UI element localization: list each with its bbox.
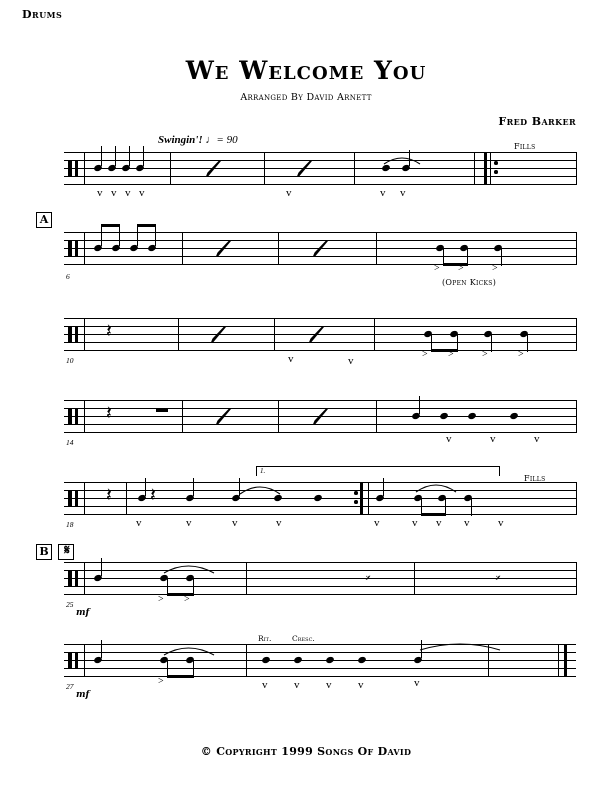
stem <box>115 146 116 166</box>
part-label: Drums <box>22 8 63 21</box>
measure-number: 27 <box>66 682 74 691</box>
accent-mark: > <box>458 263 464 274</box>
beam <box>421 513 446 516</box>
articulation-mark: v <box>288 353 294 365</box>
rehearsal-mark-a: A <box>36 212 52 228</box>
repeat-dots-icon <box>354 491 358 509</box>
expression-rit: Rit. <box>258 634 272 643</box>
dynamic-mark: mf <box>76 690 90 700</box>
articulation-mark: v <box>294 679 300 691</box>
beam <box>101 224 120 227</box>
repeat-barline <box>484 152 487 185</box>
accent-mark: > <box>422 349 428 360</box>
barline <box>84 400 85 433</box>
articulation-mark: v <box>136 517 142 529</box>
barline <box>182 400 183 433</box>
barline <box>178 318 179 351</box>
barline <box>126 482 127 515</box>
stem <box>239 478 240 496</box>
barline <box>264 152 265 185</box>
barline <box>84 232 85 265</box>
system-4 <box>64 400 576 440</box>
percussion-clef-icon <box>68 408 79 425</box>
segno-mark-box <box>58 544 74 560</box>
segno-icon: 𝄋 <box>64 543 70 558</box>
stem <box>129 146 130 166</box>
repeat-barline <box>360 482 363 515</box>
system-2 <box>64 232 576 272</box>
articulation-mark: v <box>111 187 117 199</box>
measure-number: 6 <box>66 272 70 281</box>
measure-number: 18 <box>66 520 74 529</box>
accent-mark: > <box>482 349 488 360</box>
articulation-mark: v <box>498 517 504 529</box>
accent-mark: > <box>158 676 164 687</box>
barline <box>246 562 247 595</box>
stem <box>527 334 528 352</box>
barline <box>246 644 247 677</box>
accent-mark: > <box>492 263 498 274</box>
stem <box>421 640 422 658</box>
barline <box>414 562 415 595</box>
beam <box>443 263 468 266</box>
barline <box>376 400 377 433</box>
articulation-mark: v <box>400 187 406 199</box>
articulation-mark: v <box>326 679 332 691</box>
percussion-clef-icon <box>68 160 79 177</box>
barline <box>374 318 375 351</box>
stem <box>101 640 102 658</box>
barline <box>376 232 377 265</box>
articulation-mark: v <box>414 677 420 689</box>
articulation-mark: v <box>139 187 145 199</box>
tempo-style: Swingin'! <box>158 134 203 146</box>
ending-label: 1. <box>260 467 266 475</box>
barline <box>278 400 279 433</box>
stem <box>119 224 120 246</box>
percussion-clef-icon <box>68 326 79 343</box>
barline <box>170 152 171 185</box>
percussion-clef-icon <box>68 490 79 507</box>
stem <box>501 248 502 266</box>
barline <box>558 644 559 677</box>
barline <box>84 644 85 677</box>
expression-cresc: Cresc. <box>292 634 315 643</box>
barline <box>488 644 489 677</box>
beam <box>137 224 156 227</box>
accent-mark: > <box>434 263 440 274</box>
articulation-mark: v <box>436 517 442 529</box>
barline <box>84 318 85 351</box>
stem <box>145 478 146 496</box>
quarter-rest: 𝄽 <box>106 484 112 506</box>
barline <box>84 482 85 515</box>
articulation-mark: v <box>262 679 268 691</box>
barline <box>354 152 355 185</box>
stem <box>101 146 102 166</box>
articulation-mark: v <box>125 187 131 199</box>
barline <box>84 152 85 185</box>
copyright-notice: © Copyright 1999 Songs Of David <box>200 745 412 758</box>
barline <box>576 152 577 185</box>
stem <box>155 224 156 246</box>
accent-mark: > <box>448 349 454 360</box>
percussion-clef-icon <box>68 240 79 257</box>
stem <box>409 150 410 166</box>
barline <box>368 482 369 515</box>
barline <box>84 562 85 595</box>
barline <box>576 232 577 265</box>
articulation-mark: v <box>232 517 238 529</box>
barline <box>576 562 577 595</box>
articulation-mark: v <box>374 517 380 529</box>
repeat-measure-icon: 𝄎 <box>495 573 501 583</box>
cue-fills-2: Fills <box>524 474 546 483</box>
barline <box>576 318 577 351</box>
tempo-bpm: ♩= 90 <box>205 134 238 146</box>
repeat-dots-icon <box>494 161 498 179</box>
staff-lines <box>64 318 576 351</box>
stem <box>137 224 138 246</box>
cue-fills-1: Fills <box>514 142 536 151</box>
percussion-clef-icon <box>68 652 79 669</box>
articulation-mark: v <box>286 187 292 199</box>
quarter-rest: 𝄽 <box>106 402 112 424</box>
tempo-marking <box>158 134 238 146</box>
stem <box>383 478 384 496</box>
accent-mark: > <box>184 594 190 605</box>
articulation-mark: v <box>446 433 452 445</box>
quarter-rest: 𝄽 <box>150 484 156 506</box>
quarter-rest: 𝄽 <box>106 320 112 342</box>
articulation-mark: v <box>490 433 496 445</box>
composer-credit: Fred Barker <box>498 115 576 128</box>
percussion-clef-icon <box>68 570 79 587</box>
system-1 <box>64 152 576 199</box>
barline <box>490 152 491 185</box>
stem <box>101 558 102 576</box>
final-barline <box>564 644 567 677</box>
staff-lines <box>64 644 576 677</box>
articulation-mark: v <box>464 517 470 529</box>
articulation-mark: v <box>348 355 354 367</box>
beam <box>167 675 194 678</box>
articulation-mark: v <box>412 517 418 529</box>
stem <box>471 498 472 516</box>
dynamic-mark: mf <box>76 608 90 618</box>
accent-mark: > <box>158 594 164 605</box>
page-title: We Welcome You <box>185 56 427 85</box>
barline <box>474 152 475 185</box>
barline <box>182 232 183 265</box>
cue-open-kicks: (Open Kicks) <box>442 278 497 287</box>
barline <box>576 482 577 515</box>
barline <box>274 318 275 351</box>
articulation-mark: v <box>358 679 364 691</box>
first-ending-bracket <box>256 466 500 476</box>
measure-number: 14 <box>66 438 74 447</box>
articulation-mark: v <box>380 187 386 199</box>
half-rest <box>156 408 168 412</box>
measure-number: 25 <box>66 600 74 609</box>
stem <box>143 146 144 166</box>
arranger-credit: Arranged By David Arnett <box>240 92 372 103</box>
repeat-measure-icon: 𝄎 <box>365 573 371 583</box>
articulation-mark: v <box>534 433 540 445</box>
rehearsal-mark-b: B <box>36 544 52 560</box>
accent-mark: > <box>518 349 524 360</box>
barline <box>278 232 279 265</box>
articulation-mark: v <box>186 517 192 529</box>
stem <box>193 478 194 496</box>
stem <box>419 396 420 414</box>
stem <box>101 224 102 246</box>
articulation-mark: v <box>276 517 282 529</box>
stem <box>491 334 492 352</box>
barline <box>576 400 577 433</box>
measure-number: 10 <box>66 356 74 365</box>
articulation-mark: v <box>97 187 103 199</box>
